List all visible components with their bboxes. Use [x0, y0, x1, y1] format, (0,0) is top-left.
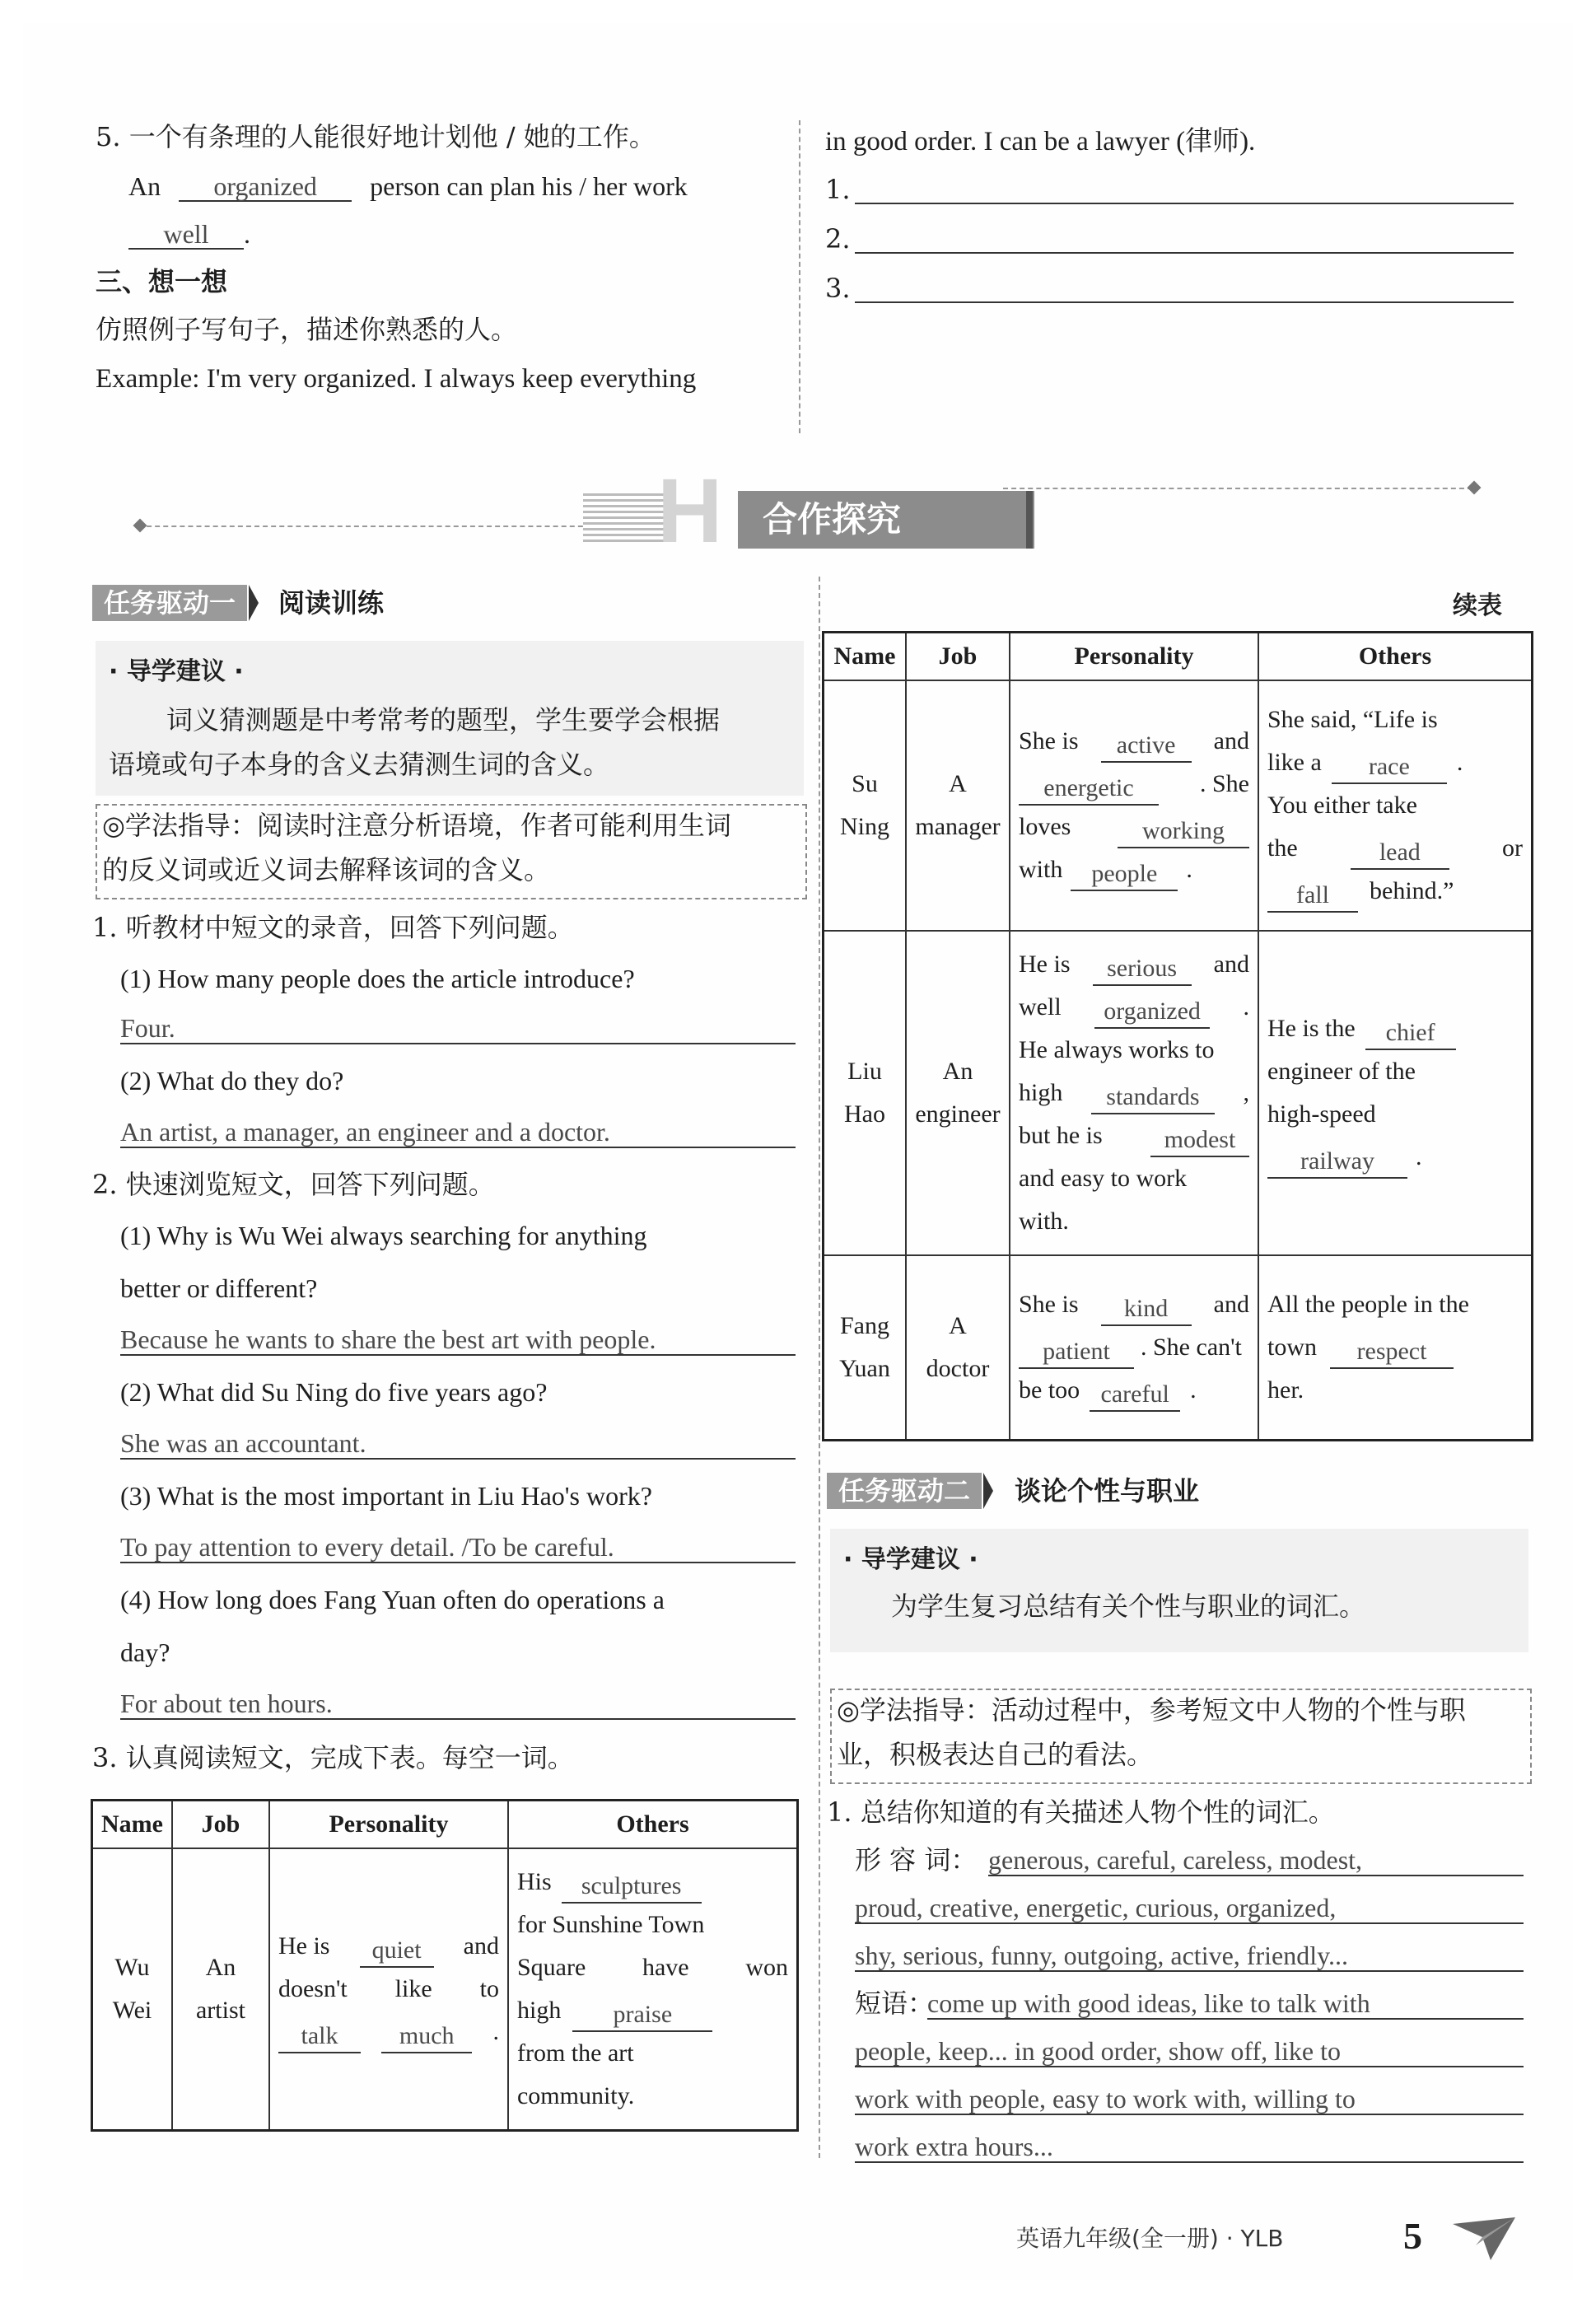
banner-diamond-left: [133, 519, 147, 533]
t1-job: An artist: [172, 1848, 269, 2130]
question-2-4b: day?: [120, 1637, 170, 1667]
task1-tag-arrow: [249, 585, 259, 621]
guide-text-2: 为学生复习总结有关个性与职业的词汇。: [891, 1591, 1366, 1622]
answer-2-2: She was an accountant.: [120, 1428, 366, 1458]
blank-2-line[interactable]: [855, 252, 1514, 254]
q5-answer-1: organized: [179, 172, 352, 202]
method-2a: ◎学法指导：活动过程中，参考短文中人物的个性与职: [837, 1694, 1466, 1726]
task2-tag: 任务驱动二: [827, 1473, 982, 1509]
question-2-3: (3) What is the most important in Liu Hao's work?: [120, 1481, 652, 1511]
answer-2-3-line: [120, 1562, 796, 1563]
example-continued: in good order. I can be a lawyer (律师).: [825, 127, 1256, 156]
blank-1-label: 1.: [825, 174, 851, 205]
t2-name-liu-hao: Liu Hao: [824, 931, 907, 1255]
t1-header-personality: Personality: [269, 1801, 508, 1849]
phrases-line-2-rule: [855, 2066, 1524, 2067]
answer-1-2: An artist, a manager, an engineer and a doctor.: [120, 1117, 610, 1147]
method-2b: 业，积极表达自己的看法。: [837, 1739, 1154, 1770]
answer-2-1-line: [120, 1354, 796, 1356]
phrases-line-1-rule: [927, 2018, 1524, 2020]
blank-2-label: 2.: [825, 223, 851, 255]
t1-header-name: Name: [92, 1801, 172, 1849]
question-1-2: (2) What do they do?: [120, 1066, 344, 1095]
adjectives-line-2-rule: [855, 1922, 1524, 1924]
banner-letter: H: [657, 460, 723, 562]
t1-name: Wu Wei: [92, 1848, 172, 2130]
guide-text-1a: 词义猜测题是中考常考的题型，学生要学会根据: [166, 704, 721, 736]
q5-english-line2: [128, 217, 250, 250]
banner-line-left: [138, 526, 600, 527]
method-1b: 的反义词或近义词去解释该词的含义。: [102, 854, 551, 885]
table-continued: [822, 631, 1533, 1441]
t1-header-others: Others: [508, 1801, 798, 1849]
question-2-1a: (1) Why is Wu Wei always searching for anything: [120, 1221, 647, 1250]
phrases-line-2: people, keep... in good order, show off, like to: [855, 2036, 1341, 2066]
guide-label-2: · 导学建议 ·: [843, 1545, 978, 1574]
t2-name-su-ning: Su Ning: [824, 680, 907, 931]
t2-job-liu-hao: An engineer: [906, 931, 1010, 1255]
banner-line-right: [1003, 488, 1472, 489]
phrases-line-3-rule: [855, 2114, 1524, 2115]
phrases-label: 短语：: [855, 1988, 935, 2019]
t2-header-name: Name: [824, 633, 907, 681]
banner-diamond-right: [1468, 481, 1482, 495]
adjectives-line-1: generous, careful, careless, modest,: [988, 1845, 1363, 1875]
method-1a: ◎学法指导：阅读时注意分析语境，作者可能利用生词: [102, 810, 731, 841]
section-3-title: 三、想一想: [96, 266, 228, 297]
answer-2-4: For about ten hours.: [120, 1689, 333, 1718]
t2-job-fang-yuan: A doctor: [906, 1255, 1010, 1440]
q5-english: [128, 170, 688, 203]
task2-tag-arrow: [983, 1473, 993, 1509]
section-3-instruction: 仿照例子写句子，描述你熟悉的人。: [96, 314, 518, 345]
t2-row-su-ning: [824, 680, 1533, 931]
answer-1-1: Four.: [120, 1013, 175, 1043]
banner-end-bar: [1026, 491, 1033, 549]
table-continued-label: 续表: [1453, 591, 1502, 620]
q5-mid: person can plan his / her work: [370, 171, 688, 201]
example-text: Example: I'm very organized. I always keep everything: [96, 364, 697, 394]
guide-label-1: · 导学建议 ·: [109, 657, 244, 686]
question-2-2: (2) What did Su Ning do five years ago?: [120, 1377, 548, 1407]
question-1-1: (1) How many people does the article introduce?: [120, 964, 635, 993]
blank-3-line[interactable]: [855, 301, 1514, 303]
answer-2-4-line: [120, 1718, 796, 1720]
adjectives-line-1-rule: [988, 1875, 1524, 1876]
answer-1-1-line: [120, 1043, 796, 1044]
column-divider-main: [819, 577, 820, 2158]
question-2: 2. 快速浏览短文，回答下列问题。: [92, 1169, 495, 1200]
t2-name-fang-yuan: Fang Yuan: [824, 1255, 907, 1440]
t2-others-liu-hao: He is the chief engineer of the high-speed railway .: [1258, 931, 1533, 1255]
answer-2-2-line: [120, 1458, 796, 1460]
question-2-4a: (4) How long does Fang Yuan often do operations a: [120, 1585, 665, 1614]
t2-job-su-ning: A manager: [906, 680, 1010, 931]
banner-title: 合作探究: [738, 491, 1034, 549]
answer-2-1: Because he wants to share the best art with people.: [120, 1324, 656, 1354]
t2-header-personality: Personality: [1010, 633, 1258, 681]
t2-header-job: Job: [906, 633, 1010, 681]
t2-others-fang-yuan: All the people in the town respect her.: [1258, 1255, 1533, 1440]
task1-tag: 任务驱动一: [92, 585, 247, 621]
answer-1-2-line: [120, 1147, 796, 1148]
question-1: 1. 听教材中短文的录音，回答下列问题。: [92, 912, 574, 943]
t2-row-liu-hao: [824, 931, 1533, 1255]
t2-personality-fang-yuan: She is kind and patient . She can't be too careful .: [1010, 1255, 1258, 1440]
paper-plane-icon: [1451, 2212, 1517, 2262]
t1-others: His sculptures for Sunshine Town Square have won high praise from the art community.: [508, 1848, 798, 2130]
adjectives-label: 形 容 词：: [855, 1844, 978, 1876]
t2-others-su-ning: She said, “Life is like a race . You either take the lead or fall behind.”: [1258, 680, 1533, 931]
task2-title: 谈论个性与职业: [1015, 1475, 1200, 1507]
phrases-line-1: come up with good ideas, like to talk with: [927, 1988, 1370, 2018]
q5-chinese: 5. 一个有条理的人能很好地计划他 / 她的工作。: [96, 121, 656, 152]
table-wu-wei: [91, 1799, 799, 2132]
footer-book-title: 英语九年级(全一册) · YLB: [1016, 2225, 1284, 2252]
t1-personality: He is quiet and doesn't like to talk much .: [269, 1848, 508, 2130]
t2-row-fang-yuan: [824, 1255, 1533, 1440]
page: [23, 23, 1573, 2280]
phrases-line-4: work extra hours...: [855, 2132, 1053, 2161]
answer-2-3: To pay attention to every detail. /To be careful.: [120, 1532, 614, 1562]
adjectives-line-3-rule: [855, 1970, 1524, 1972]
t2-personality-liu-hao: He is serious and well organized . He always works to high standards , but he is modest and easy to work with.: [1010, 931, 1258, 1255]
q5-answer-2: well: [128, 220, 244, 250]
guide-text-1b: 语境或句子本身的含义去猜测生词的含义。: [109, 749, 610, 780]
q5-pre: An: [128, 171, 161, 201]
adjectives-line-2: proud, creative, energetic, curious, organized,: [855, 1893, 1337, 1922]
t2-header-others: Others: [1258, 633, 1533, 681]
blank-1-line[interactable]: [855, 203, 1514, 204]
task2-question-1: 1. 总结你知道的有关描述人物个性的词汇。: [827, 1796, 1335, 1828]
t2-personality-su-ning: She is active and energetic . She loves working with people .: [1010, 680, 1258, 931]
question-3: 3. 认真阅读短文，完成下表。每空一词。: [92, 1742, 574, 1773]
page-number: 5: [1403, 2215, 1422, 2257]
column-divider-top: [799, 120, 800, 433]
blank-3-label: 3.: [825, 273, 851, 304]
question-2-1b: better or different?: [120, 1273, 318, 1303]
q5-end: .: [244, 219, 250, 249]
task1-title: 阅读训练: [278, 587, 385, 619]
phrases-line-4-rule: [855, 2161, 1524, 2163]
phrases-line-3: work with people, easy to work with, willing to: [855, 2084, 1356, 2114]
t1-header-job: Job: [172, 1801, 269, 1849]
adjectives-line-3: shy, serious, funny, outgoing, active, friendly...: [855, 1941, 1348, 1970]
